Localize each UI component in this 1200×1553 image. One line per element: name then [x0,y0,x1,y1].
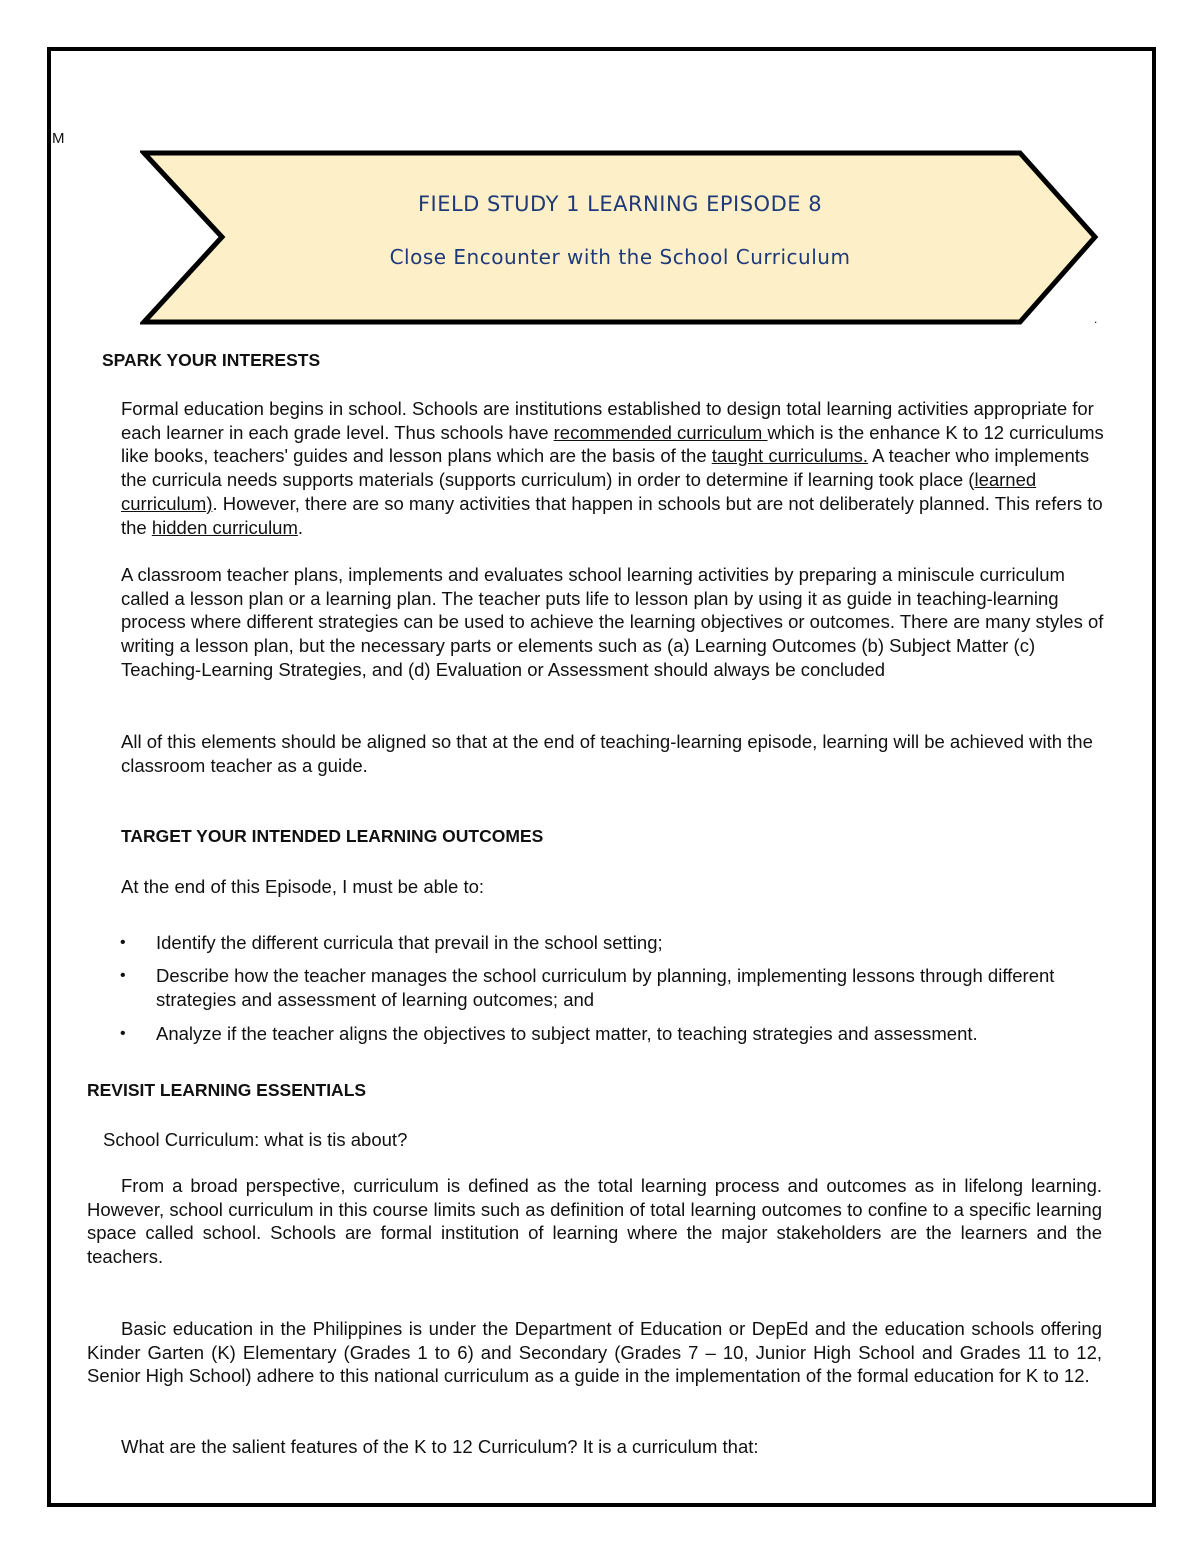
revisit-question: School Curriculum: what is tis about? [103,1129,408,1150]
bullet-mark: • [120,934,126,951]
revisit-paragraph-2: Basic education in the Philippines is under the Department of Education or DepEd and the education schools offering Kinder Garten (K) Elementary (Grades 1 to 6) and Secondary (Grades 7 – 10, Junior High School and Grades 11 to 12, Senior High School) adhere to this national curriculum as a guide in the implementation of the formal education for K to 12. [87,1318,1102,1387]
outcome-text: Identify the different curricula that prevail in the school setting; [156,932,663,953]
spark-paragraph-2: A classroom teacher plans, implements and evaluates school learning activities by preparing a miniscule curriculum called a lesson plan or a learning plan. The teacher puts life to lesson plan by using it as guide in teaching-learning process where different strategies can be used to achieve the learning objectives or outcomes. There are many styles of writing a lesson plan, but the necessary parts or elements such as (a) Learning Outcomes (b) Subject Matter (c) Teaching-Learning Strategies, and (d) Evaluation or Assessment should always be concluded [121,564,1104,680]
term-recommended-curriculum: recommended curriculum [553,421,768,443]
stray-letter: M [52,130,65,147]
heading-revisit: REVISIT LEARNING ESSENTIALS [87,1080,367,1100]
spark-paragraph-1: Formal education begins in school. Schools are institutions established to design total learning activities appropriate for each learner in each grade level. Thus schools have recommended curriculum which is the enhance K to 12 curriculums like books, teachers' guides and lesson plans which are the basis of the taught curriculums. A teacher who implements the curricula needs supports materials (supports curriculum) in order to determine if learning took place (learned curriculum). However, there are so many activities that happen in schools but are not deliberately planned. This refers to the hidden curriculum. [121,398,1104,538]
revisit-paragraph-3: What are the salient features of the K to 12 Curriculum? It is a curriculum that: [121,1436,759,1457]
bullet-mark: • [120,967,126,984]
heading-spark: SPARK YOUR INTERESTS [102,350,321,370]
outcome-text: Describe how the teacher manages the school curriculum by planning, implementing lessons through different strategies and assessment of learning outcomes; and [156,965,1055,1010]
revisit-paragraph-1: From a broad perspective, curriculum is defined as the total learning process and outcomes as in lifelong learning. However, school curriculum in this course limits such as definition of total learning outcomes to confine to a specific learning space called school. Schools are formal institution of learning where the major stakeholders are the learners and the teachers. [87,1175,1102,1268]
episode-banner [140,150,1100,326]
banner-subtitle: Close Encounter with the School Curriculum [389,245,851,269]
spark-paragraph-3: All of this elements should be aligned so that at the end of teaching-learning episode, learning will be achieved with the classroom teacher as a guide. [121,731,1093,776]
term-hidden-curriculum: hidden curriculum [151,516,298,538]
heading-target: TARGET YOUR INTENDED LEARNING OUTCOMES [121,826,544,846]
bullet-mark: • [120,1025,126,1042]
term-taught-curriculums: taught curriculums. [711,445,869,467]
outcome-text: Analyze if the teacher aligns the objectives to subject matter, to teaching strategies and assessment. [156,1023,978,1044]
banner-title: FIELD STUDY 1 LEARNING EPISODE 8 [417,192,823,216]
banner-arrow-shape [140,150,1100,326]
term-learned-curriculum: learned curriculum) [121,469,1037,514]
stray-dot: . [1094,312,1098,326]
target-intro: At the end of this Episode, I must be able to: [121,876,485,897]
